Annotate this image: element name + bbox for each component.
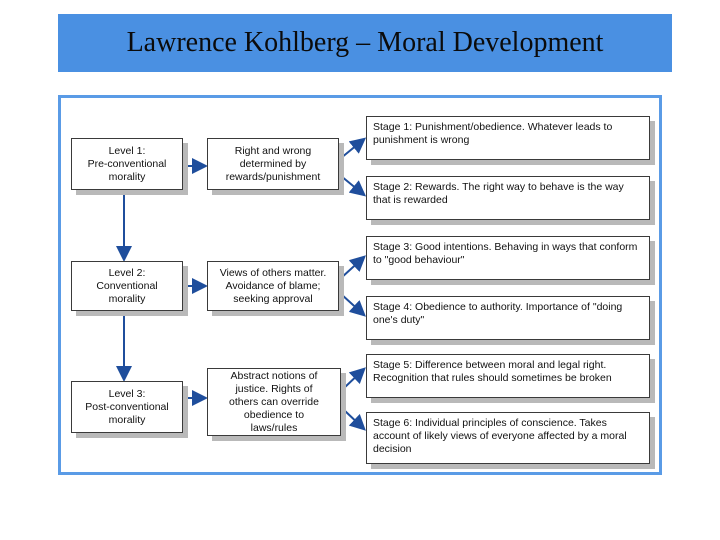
level-1-box: Level 1: Pre-conventional morality	[71, 138, 183, 190]
stage-3-box: Stage 3: Good intentions. Behaving in ways that conform to "good behaviour"	[366, 236, 650, 280]
arrow-stage2	[341, 176, 363, 194]
level-2-box: Level 2: Conventional morality	[71, 261, 183, 311]
stage-4-box: Stage 4: Obedience to authority. Importance of "doing one's duty"	[366, 296, 650, 340]
arrow-stage6	[344, 410, 363, 428]
diagram-panel	[58, 95, 662, 475]
stage-1-box: Stage 1: Punishment/obedience. Whatever leads to punishment is wrong	[366, 116, 650, 160]
level-2-description: Views of others matter. Avoidance of blame; seeking approval	[207, 261, 339, 311]
level-3-description: Abstract notions of justice. Rights of others can override obedience to laws/rules	[207, 368, 341, 436]
stage-6-box: Stage 6: Individual principles of conscience. Takes account of likely views of everyone affected by a moral decision	[366, 412, 650, 464]
level-3-box: Level 3: Post-conventional morality	[71, 381, 183, 433]
level-1-description: Right and wrong determined by rewards/punishment	[207, 138, 339, 190]
title-bar	[58, 14, 672, 72]
arrow-stage1	[341, 140, 363, 158]
arrow-stage3	[341, 258, 363, 278]
arrow-stage4	[341, 294, 363, 314]
arrow-stage5	[344, 370, 363, 388]
page-title: Lawrence Kohlberg – Moral Development	[126, 27, 604, 58]
stage-5-box: Stage 5: Difference between moral and legal right. Recognition that rules should sometimes be broken	[366, 354, 650, 398]
stage-2-box: Stage 2: Rewards. The right way to behave is the way that is rewarded	[366, 176, 650, 220]
